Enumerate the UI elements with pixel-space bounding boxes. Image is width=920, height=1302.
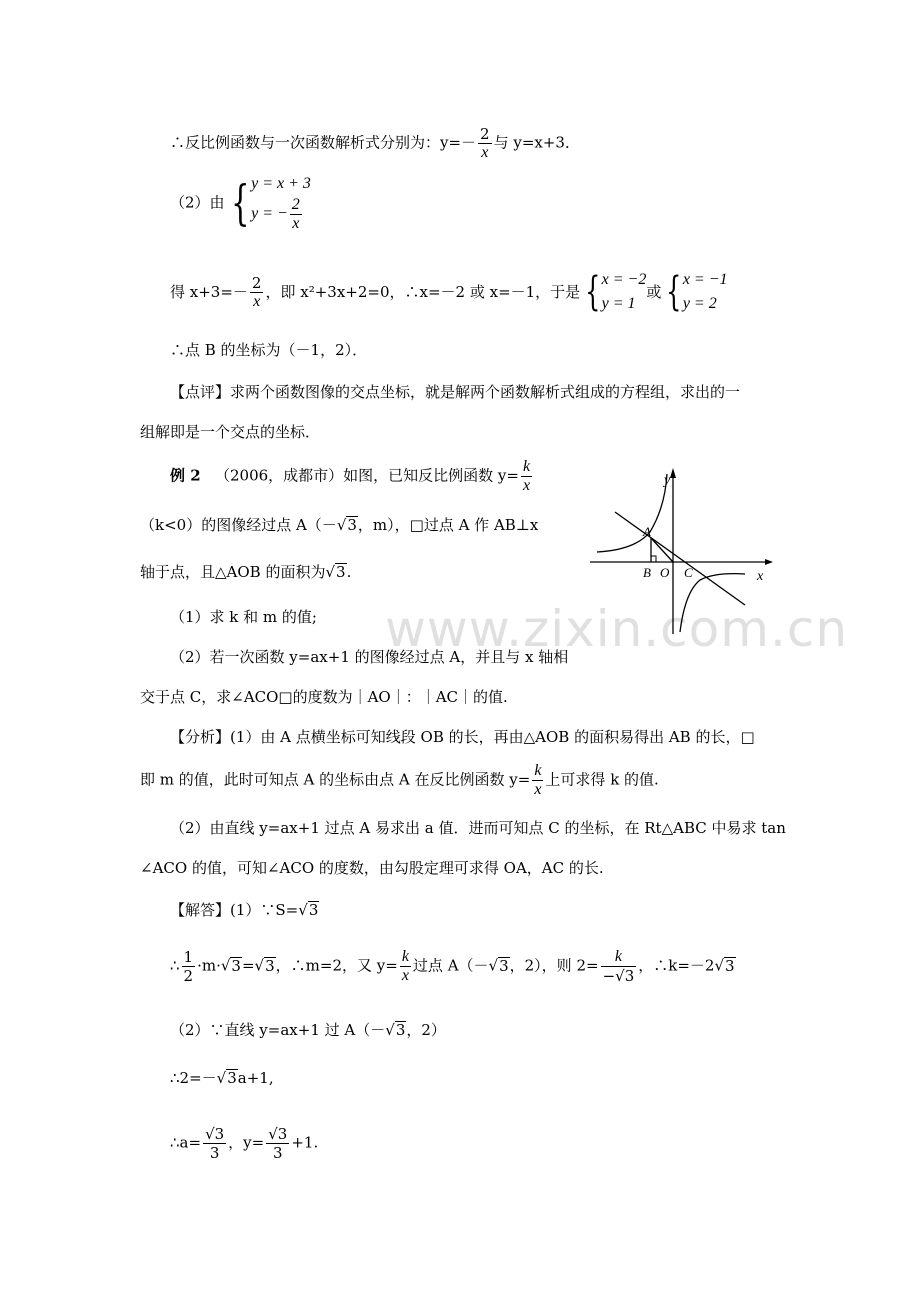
line-9: 轴于点，且△AOB 的面积为√3. (140, 563, 352, 581)
example-2-heading: 例 2 （2006，成都市）如图，已知反比例函数 y= $\frac{k}{x}$ (170, 458, 531, 494)
line-8: （k<0）的图像经过点 A（－√3，m），□过点 A 作 AB⊥x (140, 516, 539, 534)
line-19: （2）∵直线 y=ax+1 过 A（－√3，2） (170, 1021, 446, 1039)
fraction: $\frac{2}{x}$ (480, 125, 490, 161)
line-5-comment: 【点评】求两个函数图像的交点坐标，就是解两个函数解析式组成的方程组，求出的一 (170, 383, 741, 401)
label-C: C (684, 565, 693, 580)
line-20: ∴2=－√3a+1, (170, 1069, 274, 1087)
line-11: （2）若一次函数 y=ax+1 的图像经过点 A，并且与 x 轴相 (170, 648, 569, 666)
line-3: 得 x+3=－ $\frac{2}{x}$ ，即 x²+3x+2=0，∴x=－2 或 x=－1，于是 { x = −2 y = 1 或 { x = −1 y = 2 (170, 269, 728, 315)
line-12: 交于点 C，求∠ACO□的度数为｜AO｜：｜AC｜的值. (140, 688, 508, 706)
label-y: y (664, 473, 671, 488)
line-10: （1）求 k 和 m 的值; (170, 608, 317, 626)
line-13-analysis: 【分析】(1）由 A 点横坐标可知线段 OB 的长，再由△AOB 的面积易得出 AB 的长，□ (170, 728, 755, 746)
label-x: x (757, 569, 764, 584)
line-15: （2）由直线 y=ax+1 过点 A 易求出 a 值．进而可知点 C 的坐标，在 Rt△ABC 中易求 tan (170, 819, 786, 837)
line-4: ∴点 B 的坐标为（－1，2）． (170, 341, 368, 359)
watermark: www.zixin.com.cn (385, 600, 849, 658)
label-A: A (643, 524, 651, 539)
line-6: 组解即是一个交点的坐标． (140, 423, 321, 441)
line-2-system: （2）由 { y = x + 3 y = − $\frac{2}{x}$ (170, 174, 311, 232)
hyperbola-figure (585, 462, 775, 640)
line-1: ∴反比例函数与一次函数解析式分别为：y=－ $\frac{2}{x}$ 与 y=x+3． (170, 125, 580, 161)
line-14: 即 m 的值，此时可知点 A 的坐标由点 A 在反比例函数 y= $\frac{k}{x}$ 上可求得 k 的值. (140, 762, 659, 798)
line-18: ∴ $\frac{1}{2}$ ·m·√3=√3，∴m=2，又 y= $\frac{k}{x}$ 过点 A（－√3，2），则 2= $\frac{k}{-√3}$ ，∴k=－2√3 (170, 948, 735, 985)
label-O: O (660, 565, 670, 580)
line-16: ∠ACO 的值，可知∠ACO 的度数，由勾股定理可求得 OA，AC 的长. (140, 859, 604, 877)
label-B: B (643, 565, 651, 580)
line-17-solution: 【解答】(1）∵S=√3 (170, 901, 319, 919)
line-21: ∴a= $\frac{√3}{3}$ ，y= $\frac{√3}{3}$ +1. (170, 1125, 319, 1162)
